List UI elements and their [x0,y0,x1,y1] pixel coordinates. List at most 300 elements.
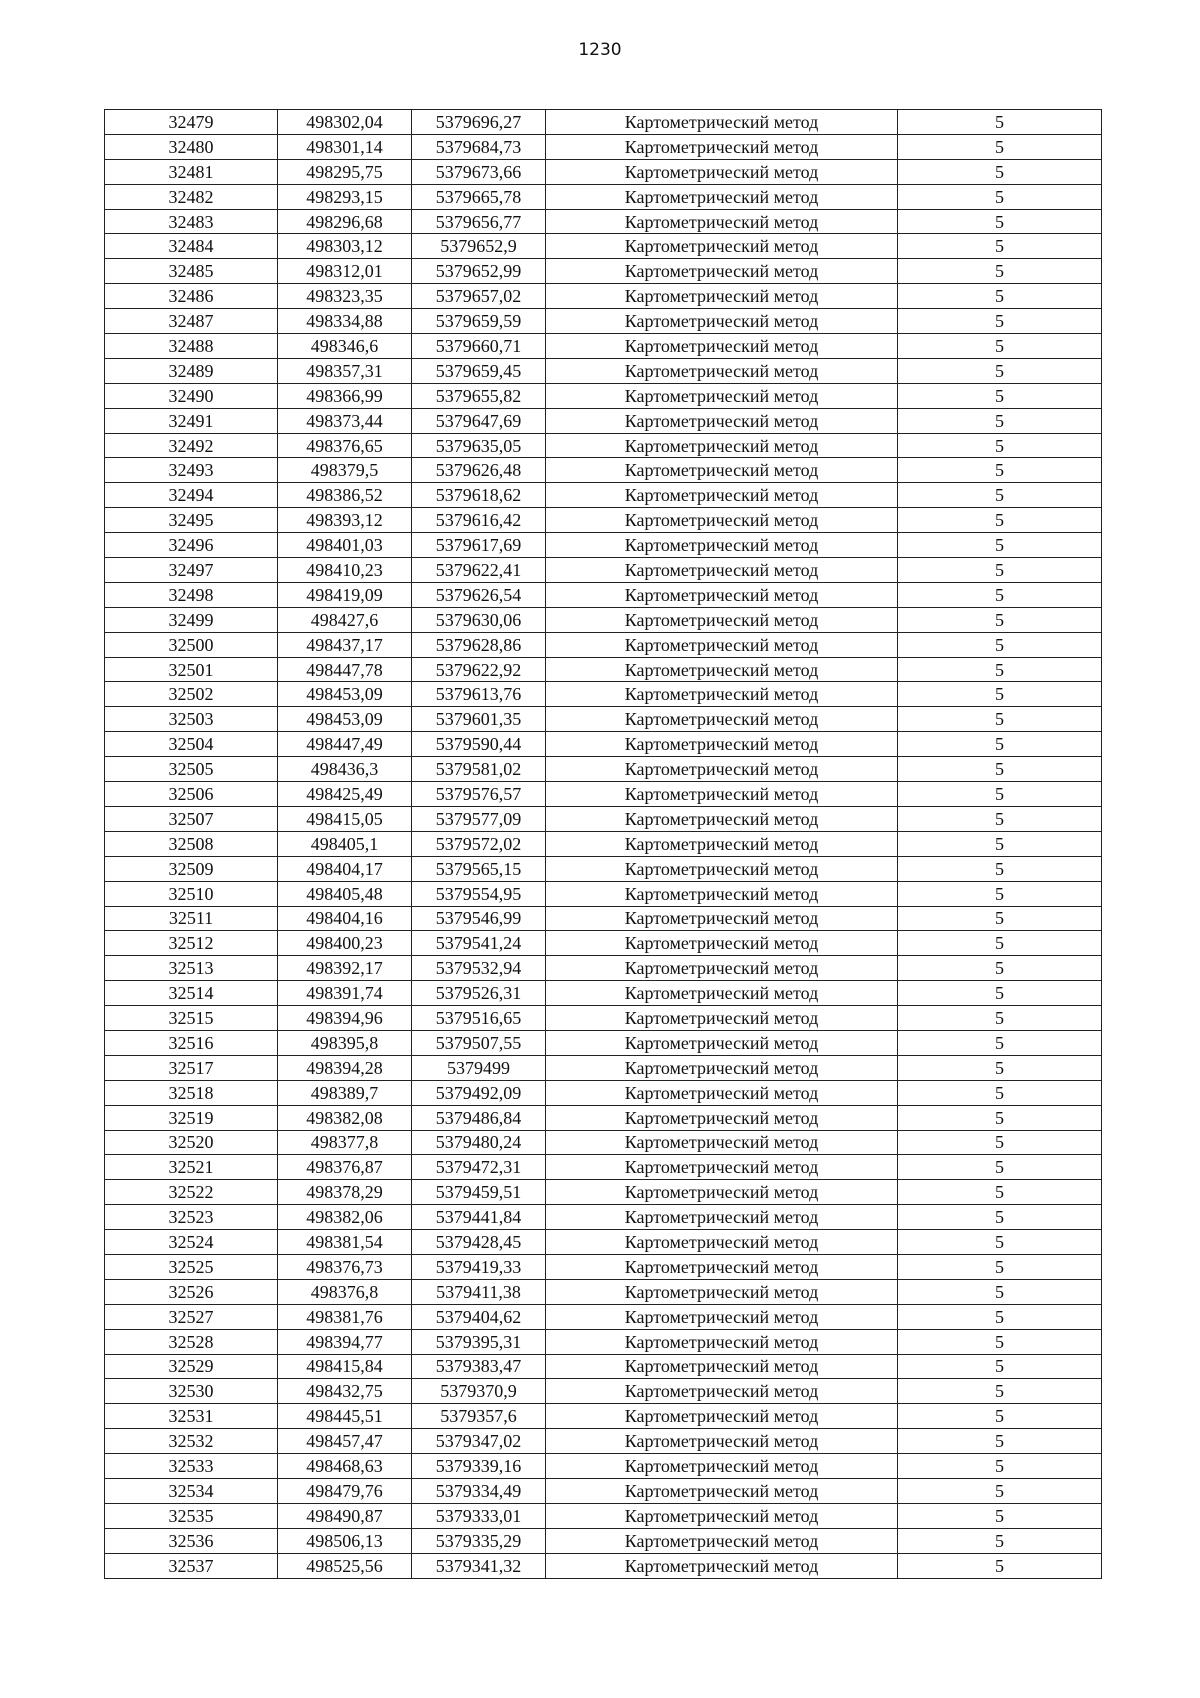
y-coordinate-cell: 5379630,06 [412,607,546,632]
y-coordinate-cell: 5379665,78 [412,184,546,209]
accuracy-cell: 5 [898,607,1102,632]
accuracy-cell: 5 [898,110,1102,135]
x-coordinate-cell: 498479,76 [278,1478,412,1503]
method-cell: Картометрический метод [546,458,898,483]
x-coordinate-cell: 498391,74 [278,981,412,1006]
point-number-cell: 32518 [105,1080,278,1105]
accuracy-cell: 5 [898,1553,1102,1578]
accuracy-cell: 5 [898,782,1102,807]
method-cell: Картометрический метод [546,757,898,782]
point-number-cell: 32479 [105,110,278,135]
x-coordinate-cell: 498392,17 [278,956,412,981]
accuracy-cell: 5 [898,1454,1102,1479]
x-coordinate-cell: 498405,1 [278,831,412,856]
table-row [105,582,1102,607]
method-cell: Картометрический метод [546,1055,898,1080]
point-number-cell: 32484 [105,234,278,259]
method-cell: Картометрический метод [546,1553,898,1578]
x-coordinate-cell: 498410,23 [278,558,412,583]
method-cell: Картометрический метод [546,582,898,607]
x-coordinate-cell: 498376,87 [278,1155,412,1180]
accuracy-cell: 5 [898,309,1102,334]
x-coordinate-cell: 498395,8 [278,1030,412,1055]
point-number-cell: 32536 [105,1528,278,1553]
x-coordinate-cell: 498366,99 [278,383,412,408]
accuracy-cell: 5 [898,881,1102,906]
table-row [105,1254,1102,1279]
method-cell: Картометрический метод [546,1354,898,1379]
point-number-cell: 32482 [105,184,278,209]
method-cell: Картометрический метод [546,334,898,359]
method-cell: Картометрический метод [546,1404,898,1429]
y-coordinate-cell: 5379554,95 [412,881,546,906]
y-coordinate-cell: 5379335,29 [412,1528,546,1553]
accuracy-cell: 5 [898,1429,1102,1454]
point-number-cell: 32493 [105,458,278,483]
y-coordinate-cell: 5379541,24 [412,931,546,956]
point-number-cell: 32490 [105,383,278,408]
table-row [105,1454,1102,1479]
y-coordinate-cell: 5379577,09 [412,806,546,831]
y-coordinate-cell: 5379492,09 [412,1080,546,1105]
point-number-cell: 32511 [105,906,278,931]
x-coordinate-cell: 498445,51 [278,1404,412,1429]
method-cell: Картометрический метод [546,1478,898,1503]
table-row [105,1030,1102,1055]
method-cell: Картометрический метод [546,856,898,881]
method-cell: Картометрический метод [546,732,898,757]
table-row [105,408,1102,433]
x-coordinate-cell: 498312,01 [278,259,412,284]
accuracy-cell: 5 [898,1006,1102,1031]
accuracy-cell: 5 [898,1404,1102,1429]
x-coordinate-cell: 498376,65 [278,433,412,458]
y-coordinate-cell: 5379622,92 [412,657,546,682]
table-row [105,1230,1102,1255]
y-coordinate-cell: 5379459,51 [412,1180,546,1205]
x-coordinate-cell: 498357,31 [278,358,412,383]
method-cell: Картометрический метод [546,1454,898,1479]
method-cell: Картометрический метод [546,358,898,383]
table-row [105,1329,1102,1354]
x-coordinate-cell: 498373,44 [278,408,412,433]
accuracy-cell: 5 [898,1205,1102,1230]
x-coordinate-cell: 498490,87 [278,1503,412,1528]
point-number-cell: 32488 [105,334,278,359]
point-number-cell: 32537 [105,1553,278,1578]
accuracy-cell: 5 [898,134,1102,159]
accuracy-cell: 5 [898,209,1102,234]
table-row [105,1055,1102,1080]
y-coordinate-cell: 5379617,69 [412,533,546,558]
point-number-cell: 32527 [105,1304,278,1329]
y-coordinate-cell: 5379647,69 [412,408,546,433]
accuracy-cell: 5 [898,757,1102,782]
point-number-cell: 32500 [105,632,278,657]
x-coordinate-cell: 498379,5 [278,458,412,483]
point-number-cell: 32481 [105,159,278,184]
x-coordinate-cell: 498303,12 [278,234,412,259]
table-row [105,931,1102,956]
accuracy-cell: 5 [898,1478,1102,1503]
x-coordinate-cell: 498400,23 [278,931,412,956]
method-cell: Картометрический метод [546,1503,898,1528]
point-number-cell: 32502 [105,682,278,707]
y-coordinate-cell: 5379411,38 [412,1279,546,1304]
table-row [105,533,1102,558]
point-number-cell: 32495 [105,508,278,533]
method-cell: Картометрический метод [546,234,898,259]
accuracy-cell: 5 [898,1130,1102,1155]
y-coordinate-cell: 5379684,73 [412,134,546,159]
y-coordinate-cell: 5379333,01 [412,1503,546,1528]
point-number-cell: 32498 [105,582,278,607]
method-cell: Картометрический метод [546,1130,898,1155]
point-number-cell: 32519 [105,1105,278,1130]
table-row [105,657,1102,682]
table-row [105,1130,1102,1155]
accuracy-cell: 5 [898,956,1102,981]
method-cell: Картометрический метод [546,508,898,533]
method-cell: Картометрический метод [546,433,898,458]
point-number-cell: 32516 [105,1030,278,1055]
y-coordinate-cell: 5379357,6 [412,1404,546,1429]
method-cell: Картометрический метод [546,309,898,334]
y-coordinate-cell: 5379572,02 [412,831,546,856]
accuracy-cell: 5 [898,533,1102,558]
table-row [105,259,1102,284]
x-coordinate-cell: 498447,49 [278,732,412,757]
x-coordinate-cell: 498293,15 [278,184,412,209]
y-coordinate-cell: 5379652,9 [412,234,546,259]
y-coordinate-cell: 5379486,84 [412,1105,546,1130]
x-coordinate-cell: 498425,49 [278,782,412,807]
y-coordinate-cell: 5379532,94 [412,956,546,981]
x-coordinate-cell: 498394,96 [278,1006,412,1031]
accuracy-cell: 5 [898,831,1102,856]
table-row [105,1205,1102,1230]
method-cell: Картометрический метод [546,1230,898,1255]
method-cell: Картометрический метод [546,1279,898,1304]
point-number-cell: 32501 [105,657,278,682]
y-coordinate-cell: 5379472,31 [412,1155,546,1180]
method-cell: Картометрический метод [546,906,898,931]
accuracy-cell: 5 [898,906,1102,931]
point-number-cell: 32529 [105,1354,278,1379]
table-row [105,184,1102,209]
accuracy-cell: 5 [898,383,1102,408]
y-coordinate-cell: 5379652,99 [412,259,546,284]
coordinates-table-body [105,110,1102,1579]
table-row [105,1478,1102,1503]
point-number-cell: 32499 [105,607,278,632]
point-number-cell: 32487 [105,309,278,334]
y-coordinate-cell: 5379419,33 [412,1254,546,1279]
x-coordinate-cell: 498382,06 [278,1205,412,1230]
x-coordinate-cell: 498427,6 [278,607,412,632]
table-row [105,682,1102,707]
method-cell: Картометрический метод [546,483,898,508]
accuracy-cell: 5 [898,458,1102,483]
accuracy-cell: 5 [898,1329,1102,1354]
x-coordinate-cell: 498376,73 [278,1254,412,1279]
point-number-cell: 32533 [105,1454,278,1479]
x-coordinate-cell: 498323,35 [278,284,412,309]
y-coordinate-cell: 5379370,9 [412,1379,546,1404]
method-cell: Картометрический метод [546,1254,898,1279]
table-row [105,1429,1102,1454]
x-coordinate-cell: 498447,78 [278,657,412,682]
y-coordinate-cell: 5379428,45 [412,1230,546,1255]
table-row [105,782,1102,807]
x-coordinate-cell: 498404,16 [278,906,412,931]
x-coordinate-cell: 498301,14 [278,134,412,159]
point-number-cell: 32491 [105,408,278,433]
point-number-cell: 32514 [105,981,278,1006]
accuracy-cell: 5 [898,284,1102,309]
page-number: 1230 [578,40,622,60]
x-coordinate-cell: 498468,63 [278,1454,412,1479]
accuracy-cell: 5 [898,358,1102,383]
point-number-cell: 32496 [105,533,278,558]
x-coordinate-cell: 498404,17 [278,856,412,881]
point-number-cell: 32480 [105,134,278,159]
table-row [105,607,1102,632]
accuracy-cell: 5 [898,732,1102,757]
accuracy-cell: 5 [898,1055,1102,1080]
accuracy-cell: 5 [898,1379,1102,1404]
y-coordinate-cell: 5379618,62 [412,483,546,508]
table-row [105,159,1102,184]
x-coordinate-cell: 498415,05 [278,806,412,831]
y-coordinate-cell: 5379581,02 [412,757,546,782]
x-coordinate-cell: 498394,77 [278,1329,412,1354]
method-cell: Картометрический метод [546,184,898,209]
x-coordinate-cell: 498377,8 [278,1130,412,1155]
y-coordinate-cell: 5379546,99 [412,906,546,931]
table-row [105,1528,1102,1553]
accuracy-cell: 5 [898,632,1102,657]
x-coordinate-cell: 498415,84 [278,1354,412,1379]
y-coordinate-cell: 5379347,02 [412,1429,546,1454]
y-coordinate-cell: 5379499 [412,1055,546,1080]
point-number-cell: 32521 [105,1155,278,1180]
table-row [105,458,1102,483]
y-coordinate-cell: 5379616,42 [412,508,546,533]
y-coordinate-cell: 5379673,66 [412,159,546,184]
point-number-cell: 32528 [105,1329,278,1354]
method-cell: Картометрический метод [546,110,898,135]
method-cell: Картометрический метод [546,1429,898,1454]
accuracy-cell: 5 [898,1030,1102,1055]
x-coordinate-cell: 498419,09 [278,582,412,607]
y-coordinate-cell: 5379526,31 [412,981,546,1006]
method-cell: Картометрический метод [546,284,898,309]
point-number-cell: 32506 [105,782,278,807]
y-coordinate-cell: 5379655,82 [412,383,546,408]
point-number-cell: 32525 [105,1254,278,1279]
table-row [105,806,1102,831]
point-number-cell: 32512 [105,931,278,956]
method-cell: Картометрический метод [546,682,898,707]
point-number-cell: 32492 [105,433,278,458]
x-coordinate-cell: 498457,47 [278,1429,412,1454]
table-row [105,508,1102,533]
x-coordinate-cell: 498381,76 [278,1304,412,1329]
y-coordinate-cell: 5379395,31 [412,1329,546,1354]
point-number-cell: 32508 [105,831,278,856]
point-number-cell: 32530 [105,1379,278,1404]
accuracy-cell: 5 [898,1105,1102,1130]
accuracy-cell: 5 [898,184,1102,209]
table-row [105,1404,1102,1429]
table-row [105,757,1102,782]
table-row [105,1503,1102,1528]
table-row [105,433,1102,458]
point-number-cell: 32524 [105,1230,278,1255]
method-cell: Картометрический метод [546,383,898,408]
y-coordinate-cell: 5379516,65 [412,1006,546,1031]
accuracy-cell: 5 [898,1304,1102,1329]
method-cell: Картометрический метод [546,956,898,981]
y-coordinate-cell: 5379659,45 [412,358,546,383]
table-row [105,906,1102,931]
method-cell: Картометрический метод [546,533,898,558]
x-coordinate-cell: 498295,75 [278,159,412,184]
y-coordinate-cell: 5379613,76 [412,682,546,707]
x-coordinate-cell: 498302,04 [278,110,412,135]
y-coordinate-cell: 5379601,35 [412,707,546,732]
method-cell: Картометрический метод [546,1304,898,1329]
method-cell: Картометрический метод [546,607,898,632]
table-row [105,358,1102,383]
y-coordinate-cell: 5379622,41 [412,558,546,583]
accuracy-cell: 5 [898,981,1102,1006]
accuracy-cell: 5 [898,682,1102,707]
table-row [105,558,1102,583]
x-coordinate-cell: 498382,08 [278,1105,412,1130]
method-cell: Картометрический метод [546,1105,898,1130]
x-coordinate-cell: 498432,75 [278,1379,412,1404]
y-coordinate-cell: 5379565,15 [412,856,546,881]
accuracy-cell: 5 [898,707,1102,732]
table-row [105,1279,1102,1304]
point-number-cell: 32510 [105,881,278,906]
method-cell: Картометрический метод [546,806,898,831]
table-row [105,707,1102,732]
y-coordinate-cell: 5379576,57 [412,782,546,807]
x-coordinate-cell: 498405,48 [278,881,412,906]
y-coordinate-cell: 5379339,16 [412,1454,546,1479]
method-cell: Картометрический метод [546,831,898,856]
method-cell: Картометрический метод [546,1379,898,1404]
point-number-cell: 32494 [105,483,278,508]
table-row [105,956,1102,981]
accuracy-cell: 5 [898,334,1102,359]
y-coordinate-cell: 5379404,62 [412,1304,546,1329]
point-number-cell: 32531 [105,1404,278,1429]
y-coordinate-cell: 5379441,84 [412,1205,546,1230]
table-row [105,1354,1102,1379]
point-number-cell: 32520 [105,1130,278,1155]
y-coordinate-cell: 5379635,05 [412,433,546,458]
x-coordinate-cell: 498394,28 [278,1055,412,1080]
point-number-cell: 32507 [105,806,278,831]
point-number-cell: 32532 [105,1429,278,1454]
coordinates-table [104,109,1102,1579]
method-cell: Картометрический метод [546,1329,898,1354]
y-coordinate-cell: 5379334,49 [412,1478,546,1503]
point-number-cell: 32504 [105,732,278,757]
point-number-cell: 32497 [105,558,278,583]
point-number-cell: 32523 [105,1205,278,1230]
table-row [105,1006,1102,1031]
accuracy-cell: 5 [898,1254,1102,1279]
table-row [105,110,1102,135]
table-row [105,234,1102,259]
method-cell: Картометрический метод [546,1205,898,1230]
x-coordinate-cell: 498378,29 [278,1180,412,1205]
table-row [105,632,1102,657]
accuracy-cell: 5 [898,657,1102,682]
point-number-cell: 32486 [105,284,278,309]
table-row [105,1304,1102,1329]
x-coordinate-cell: 498506,13 [278,1528,412,1553]
y-coordinate-cell: 5379626,48 [412,458,546,483]
x-coordinate-cell: 498436,3 [278,757,412,782]
accuracy-cell: 5 [898,931,1102,956]
x-coordinate-cell: 498401,03 [278,533,412,558]
y-coordinate-cell: 5379590,44 [412,732,546,757]
method-cell: Картометрический метод [546,931,898,956]
accuracy-cell: 5 [898,1230,1102,1255]
method-cell: Картометрический метод [546,881,898,906]
table-row [105,334,1102,359]
point-number-cell: 32526 [105,1279,278,1304]
y-coordinate-cell: 5379660,71 [412,334,546,359]
accuracy-cell: 5 [898,159,1102,184]
y-coordinate-cell: 5379659,59 [412,309,546,334]
x-coordinate-cell: 498453,09 [278,682,412,707]
point-number-cell: 32503 [105,707,278,732]
table-row [105,284,1102,309]
table-row [105,383,1102,408]
accuracy-cell: 5 [898,1180,1102,1205]
table-row [105,1553,1102,1578]
point-number-cell: 32483 [105,209,278,234]
point-number-cell: 32505 [105,757,278,782]
method-cell: Картометрический метод [546,259,898,284]
table-row [105,881,1102,906]
accuracy-cell: 5 [898,259,1102,284]
table-row [105,1105,1102,1130]
y-coordinate-cell: 5379480,24 [412,1130,546,1155]
point-number-cell: 32515 [105,1006,278,1031]
point-number-cell: 32485 [105,259,278,284]
accuracy-cell: 5 [898,1155,1102,1180]
accuracy-cell: 5 [898,1080,1102,1105]
method-cell: Картометрический метод [546,1080,898,1105]
point-number-cell: 32513 [105,956,278,981]
y-coordinate-cell: 5379626,54 [412,582,546,607]
x-coordinate-cell: 498453,09 [278,707,412,732]
table-row [105,309,1102,334]
method-cell: Картометрический метод [546,1180,898,1205]
method-cell: Картометрический метод [546,408,898,433]
method-cell: Картометрический метод [546,558,898,583]
accuracy-cell: 5 [898,408,1102,433]
accuracy-cell: 5 [898,582,1102,607]
